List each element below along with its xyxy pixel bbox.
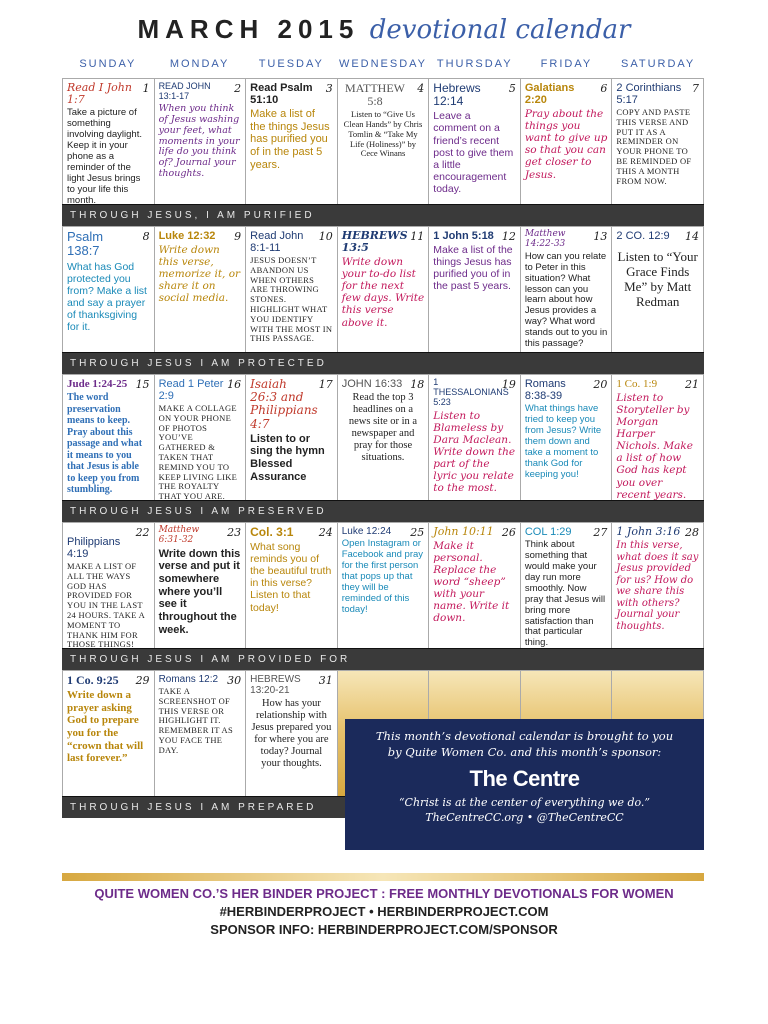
week-1 — [62, 78, 704, 226]
day-number: 7 — [691, 82, 699, 95]
day-cell — [63, 79, 155, 204]
footer-tagline: QUITE WOMEN CO.’S HER BINDER PROJECT : FREE MONTHLY DEVOTIONALS FOR WOMEN — [94, 886, 674, 901]
devotional-text: Make a list of the things Jesus has purified you of in the past 5 years. — [433, 244, 513, 293]
sponsor-name: The Centre — [469, 766, 580, 792]
devotional-text: Leave a comment on a friend’s recent post to give them a little encouragement today. — [433, 110, 514, 195]
day-number: 20 — [593, 378, 608, 391]
day-cell — [521, 79, 613, 204]
verse-reference: Matthew 6:31-32 — [158, 525, 200, 545]
devotional-text: Write down this verse, memorize it, or share it on social media. — [158, 244, 241, 305]
day-number: 13 — [593, 230, 608, 243]
day-number: 9 — [234, 230, 242, 243]
day-number: 22 — [135, 526, 150, 539]
day-cell — [338, 375, 430, 500]
devotional-text: Listen to Blameless by Dara Maclean. Write down the part of the lyric you relate to the most. — [433, 409, 516, 495]
devotional-text: MAKE A COLLAGE ON YOUR PHONE OF PHOTOS YOU’VE GATHERED & TAKEN THAT REMIND YOU TO KEEP LIVING LIKE THE ROYALTY THAT YOU ARE. — [158, 403, 238, 500]
verse-reference: COL 1:29 — [524, 526, 572, 538]
sponsor-quote: “Christ is at the center of everything we do.” — [398, 796, 651, 810]
day-cell — [246, 671, 338, 796]
devotional-text: Listen to “Your Grace Finds Me” by Matt Redman — [617, 249, 698, 309]
day-number: 21 — [684, 378, 699, 391]
verse-reference: HEBREWS 13:5 — [341, 229, 408, 255]
weekday-friday: FRIDAY — [540, 58, 593, 70]
day-number: 15 — [135, 378, 150, 391]
devotional-text: Make a list of the things Jesus has purified you of in the past 5 years. — [250, 108, 330, 171]
devotional-text: In this verse, what does it say Jesus provided for us? How do we share this with others? Journal your thoughts. — [616, 540, 699, 632]
devotional-text: Think about something that would make your day run more smoothly. Now pray that Jesus will bring more satisfaction than that particular thing. — [524, 539, 606, 648]
weekday-thursday: THURSDAY — [436, 58, 513, 70]
verse-reference: 1 THESSALONIANS 5:23 — [433, 377, 509, 407]
verse-reference: 2 CO. 12:9 — [616, 230, 670, 242]
devotional-text: TAKE A SCREENSHOT OF THIS VERSE OR HIGHLIGHT IT. REMEMBER IT AS YOU FACE THE DAY. — [158, 686, 233, 755]
title-script: devotional calendar — [369, 15, 631, 45]
devotional-text: What has God protected you from? Make a list and say a prayer of thanksgiving for it. — [67, 260, 147, 333]
calendar-grid — [62, 78, 704, 818]
day-cell — [429, 227, 521, 352]
sponsor-website[interactable]: TheCentreCC.org • @TheCentreCC — [425, 811, 624, 825]
day-cell — [612, 79, 704, 204]
day-number: 6 — [600, 82, 608, 95]
verse-reference: Read John 8:1-11 — [250, 230, 304, 255]
devotional-text: Listen to or sing the hymn Blessed Assurance — [250, 432, 325, 483]
day-number: 1 — [142, 82, 150, 95]
day-cell — [63, 671, 155, 796]
verse-reference: 1 John 5:18 — [433, 230, 494, 242]
verse-reference: Matthew 14:22-33 — [524, 229, 566, 249]
day-number: 26 — [501, 526, 516, 539]
day-cell — [429, 375, 521, 500]
day-cell — [338, 79, 430, 204]
devotional-text: Write down this verse and put it somewhere where you’ll see it throughout the week. — [158, 547, 241, 636]
week-theme-band: THROUGH JESUS I AM PREPARED — [62, 796, 704, 818]
verse-reference: Psalm 138:7 — [67, 229, 104, 259]
day-number: 2 — [234, 82, 242, 95]
verse-reference: Romans 12:2 — [158, 674, 219, 685]
week-2 — [62, 226, 704, 374]
day-number: 12 — [501, 230, 516, 243]
day-number: 10 — [318, 230, 333, 243]
day-cell — [521, 375, 613, 500]
day-number: 3 — [325, 82, 333, 95]
footer-sponsor-link[interactable]: SPONSOR INFO: HERBINDERPROJECT.COM/SPONSOR — [210, 922, 558, 937]
verse-reference: READ JOHN 13:1-17 — [158, 81, 211, 101]
devotional-text: Read the top 3 headlines on a news site or in a newspaper and pray for those situations. — [348, 392, 418, 464]
verse-reference: MATTHEW 5:8 — [344, 81, 405, 109]
devotional-text: Pray about the things you want to give up so that you can get closer to Jesus. — [524, 108, 608, 181]
verse-reference: Luke 12:24 — [341, 526, 392, 537]
day-cell — [429, 79, 521, 204]
day-cell — [338, 227, 430, 352]
day-number: 23 — [227, 526, 242, 539]
weekday-header — [62, 58, 704, 76]
weekday-wednesday: WEDNESDAY — [338, 58, 428, 70]
day-cell — [63, 375, 155, 500]
day-cell — [246, 375, 338, 500]
verse-reference: John 10:11 — [433, 525, 494, 538]
weekday-tuesday: TUESDAY — [258, 58, 324, 70]
footer — [0, 886, 768, 937]
day-number: 11 — [410, 230, 425, 243]
devotional-text: Take a picture of something involving daylight. Keep it in your phone as a reminder of the light Jesus brings to your life this month. — [67, 107, 142, 204]
day-cell — [521, 227, 613, 352]
devotional-text: When you think of Jesus washing your feet, what moments in your life do you think of? Journal your thoughts. — [158, 102, 240, 180]
verse-reference: Romans 8:38-39 — [524, 378, 566, 403]
verse-reference: Luke 12:32 — [158, 230, 216, 242]
devotional-text: How can you relate to Peter in this situation? What lesson can you learn about how Jesus provides a way? What word stands out to you in this passage? — [524, 250, 608, 350]
week-4 — [62, 522, 704, 670]
verse-reference: Galatians 2:20 — [524, 82, 575, 107]
day-cell — [155, 671, 247, 796]
day-cell — [612, 227, 704, 352]
weekday-saturday: SATURDAY — [621, 58, 696, 70]
day-number: 8 — [142, 230, 150, 243]
devotional-text: MAKE A LIST OF ALL THE WAYS GOD HAS PROVIDED FOR YOU IN THE LAST 24 HOURS. TAKE A MOMENT TO THANK HIM FOR THOSE THINGS! — [67, 561, 145, 648]
day-number: 14 — [684, 230, 699, 243]
verse-reference: Read 1 Peter 2:9 — [158, 378, 224, 403]
sponsor-box — [345, 719, 704, 850]
devotional-text: COPY AND PASTE THIS VERSE AND PUT IT AS A REMINDER ON YOUR PHONE TO BE REMINDED OF THIS A MONTH FROM NOW. — [616, 107, 692, 186]
day-number: 28 — [684, 526, 699, 539]
day-number: 19 — [501, 378, 516, 391]
verse-reference: 1 John 3:16 — [616, 525, 681, 538]
day-cell — [521, 523, 613, 648]
gold-divider — [62, 873, 704, 881]
title-month: MARCH 2015 — [137, 14, 360, 44]
day-cell — [63, 523, 155, 648]
day-number: 16 — [227, 378, 242, 391]
verse-reference: Col. 3:1 — [250, 525, 294, 539]
week-theme-band: THROUGH JESUS I AM PROVIDED FOR — [62, 648, 704, 670]
day-cell — [338, 523, 430, 648]
verse-reference: HEBREWS 13:20-21 — [250, 674, 301, 696]
verse-reference: Read I John 1:7 — [67, 81, 132, 107]
sponsor-intro-line-2: by Quite Women Co. and this month’s sponsor: — [387, 744, 662, 759]
footer-hashtag-link[interactable]: #HERBINDERPROJECT • HERBINDERPROJECT.COM — [219, 904, 549, 919]
devotional-text: Make it personal. Replace the word “sheep” with your name. Write it down. — [433, 540, 510, 625]
day-number: 4 — [417, 82, 425, 95]
verse-reference: Read Psalm 51:10 — [250, 82, 313, 107]
week-theme-band: THROUGH JESUS, I AM PURIFIED — [62, 204, 704, 226]
day-number: 24 — [318, 526, 333, 539]
week-theme-band: THROUGH JESUS I AM PRESERVED — [62, 500, 704, 522]
day-cell — [155, 523, 247, 648]
verse-reference: JOHN 16:33 — [341, 378, 403, 390]
day-cell — [612, 523, 704, 648]
week-theme-band: THROUGH JESUS I AM PROTECTED — [62, 352, 704, 374]
day-cell — [63, 227, 155, 352]
verse-reference: Hebrews 12:14 — [433, 81, 481, 109]
devotional-text: Write down your to-do list for the next few days. Write this verse above it. — [341, 256, 425, 329]
day-number: 31 — [318, 674, 333, 687]
devotional-text: The word preservation means to keep. Pray about this passage and what it means to you that Jesus is able to keep you from stumbling. — [67, 392, 143, 496]
devotional-text: What things have tried to keep you from Jesus? Write them down and take a moment to thank God for keeping you! — [524, 403, 602, 480]
day-cell — [246, 523, 338, 648]
verse-reference: 1 Co. 9:25 — [67, 673, 119, 687]
verse-reference: Philippians 4:19 — [67, 536, 121, 561]
weekday-monday: MONDAY — [169, 58, 230, 70]
devotional-text: Listen to “Give Us Clean Hands” by Chris Tomlin & “Take My Life (Holiness)” by Cece Winans — [343, 109, 423, 159]
day-cell — [155, 227, 247, 352]
day-cell — [155, 79, 247, 204]
weekday-sunday: SUNDAY — [79, 58, 137, 70]
devotional-text: Write down a prayer asking God to prepare you for the “crown that will last forever.” — [67, 689, 144, 765]
day-number: 27 — [593, 526, 608, 539]
day-number: 29 — [135, 674, 150, 687]
day-number: 25 — [410, 526, 425, 539]
sponsor-intro-line-1: This month’s devotional calendar is brought to you — [375, 729, 674, 743]
day-cell — [155, 375, 247, 500]
day-number: 5 — [508, 82, 516, 95]
page-title — [0, 14, 768, 54]
verse-reference: Isaiah 26:3 and Philippians 4:7 — [250, 377, 318, 431]
day-number: 17 — [318, 378, 333, 391]
day-number: 18 — [410, 378, 425, 391]
day-cell — [246, 79, 338, 204]
week-3 — [62, 374, 704, 522]
devotional-text: Listen to Storyteller by Morgan Harper Nichols. Make a list of how God has kept you over recent years. — [616, 392, 693, 500]
day-cell — [429, 523, 521, 648]
verse-reference: Jude 1:24-25 — [67, 378, 128, 390]
day-cell — [612, 375, 704, 500]
day-cell — [246, 227, 338, 352]
verse-reference: 2 Corinthians 5:17 — [616, 82, 682, 107]
devotional-text: How has your relationship with Jesus prepared you for where you are today? Journal your thoughts. — [251, 698, 332, 770]
devotional-text: Open Instagram or Facebook and pray for the first person that pops up that they will be reminded of this today! — [341, 538, 424, 615]
devotional-text: JESUS DOESN’T ABANDON US WHEN OTHERS ARE THROWING STONES. HIGHLIGHT WHAT YOU IDENTIFY WITH THE MOST IN THIS PASSAGE. — [250, 255, 333, 344]
day-number: 30 — [227, 674, 242, 687]
devotional-text: What song reminds you of the beautiful truth in this verse? Listen to that today! — [250, 541, 332, 614]
verse-reference: 1 Co. 1:9 — [616, 378, 658, 390]
